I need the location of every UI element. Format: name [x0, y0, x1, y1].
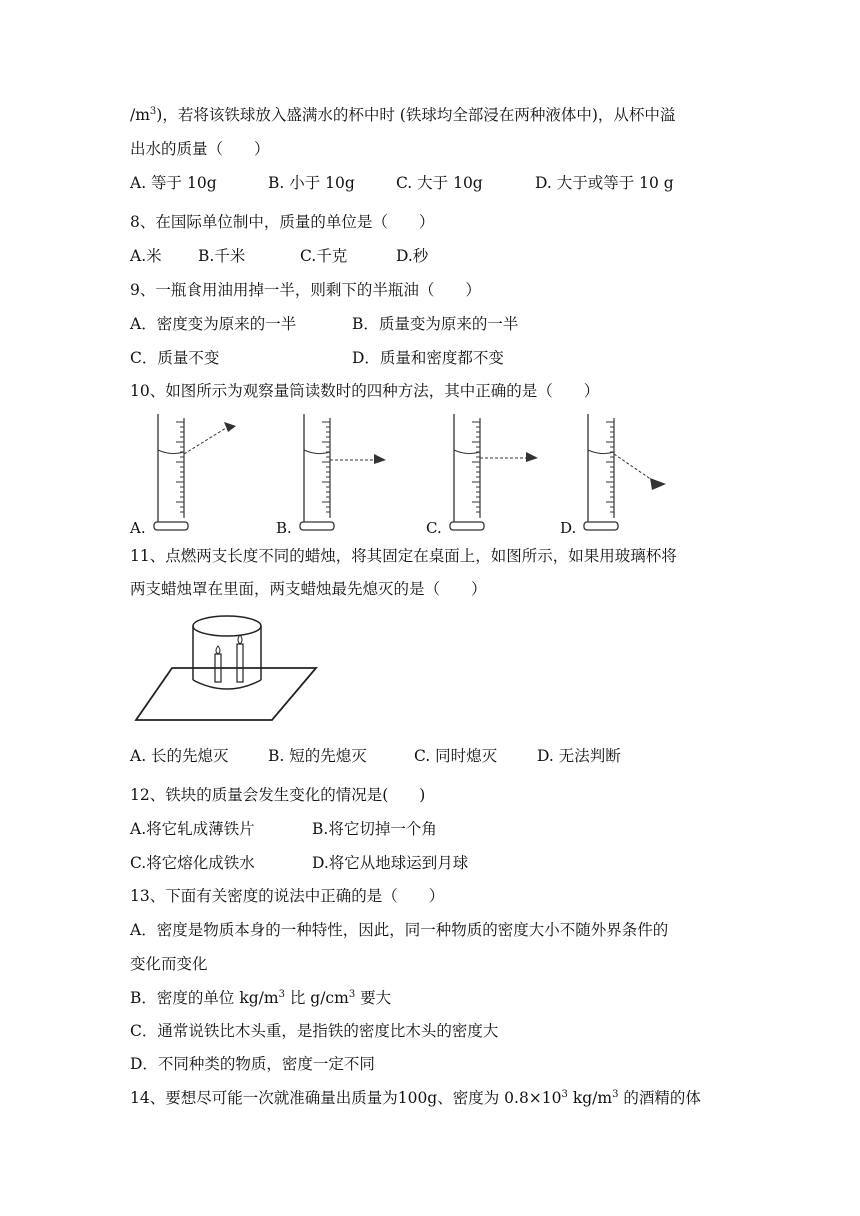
q11-line-1: 11、点燃两支长度不同的蜡烛，将其固定在桌面上，如图所示，如果用玻璃杯将 — [130, 547, 677, 565]
eye-icon — [526, 452, 538, 462]
q13-option-d: D．不同种类的物质，密度一定不同 — [130, 1055, 375, 1073]
q8-option-d: D.秒 — [396, 247, 429, 265]
q10-label-d: D. — [560, 519, 577, 537]
q13-option-b: B．密度的单位 $kg/m^3$ 比 $g/cm^3$ 要大 — [130, 988, 392, 1007]
q10-stem: 10、如图所示为观察量筒读数时的四种方法，其中正确的是（ ） — [130, 382, 600, 400]
q12-option-d: D.将它从地球运到月球 — [312, 854, 469, 872]
q12-option-a: A.将它轧成薄铁片 — [130, 820, 255, 838]
q10-label-a: A. — [130, 519, 146, 537]
cylinder-b — [300, 414, 334, 530]
q8-option-a: A.米 — [130, 247, 162, 265]
q11-figure-candles-in-glass — [132, 612, 318, 724]
eye-icon — [224, 422, 236, 432]
q11-option-d: D. 无法判断 — [537, 747, 621, 765]
cylinder-d — [584, 414, 618, 530]
q7-line-1: $/m^3$)，若将该铁球放入盛满水的杯中时 (铁球均全部浸在两种液体中)，从杯中溢 — [130, 105, 676, 124]
long-candle — [237, 644, 243, 682]
q13-option-a-line-2: 变化而变化 — [130, 955, 208, 973]
q11-option-a: A. 长的先熄灭 — [130, 747, 229, 765]
q12-option-b: B.将它切掉一个角 — [312, 820, 437, 838]
eye-icon — [374, 454, 386, 464]
q13-option-c: C．通常说铁比木头重，是指铁的密度比木头的密度大 — [130, 1022, 499, 1040]
q12-stem: 12、铁块的质量会发生变化的情况是( ) — [130, 786, 426, 804]
q7-option-c: C. 大于 10g — [396, 174, 483, 192]
q9-option-b: B．质量变为原来的一半 — [352, 315, 519, 333]
q10-label-c: C. — [426, 519, 442, 537]
q8-option-c: C.千克 — [300, 247, 348, 265]
q7-option-d: D. 大于或等于 10 g — [535, 174, 674, 192]
q13-stem: 13、下面有关密度的说法中正确的是（ ） — [130, 887, 445, 905]
q10-figure-graduated-cylinders — [128, 412, 698, 538]
q9-stem: 9、一瓶食用油用掉一半，则剩下的半瓶油（ ） — [130, 281, 481, 299]
q9-option-d: D．质量和密度都不变 — [352, 349, 504, 367]
q8-stem: 8、在国际单位制中，质量的单位是（ ） — [130, 213, 435, 231]
q8-option-b: B.千米 — [198, 247, 246, 265]
q14-stem: 14、要想尽可能一次就准确量出质量为100g、密度为 $0.8\times 10^3$ $kg/m^3$ 的酒精的体 — [130, 1088, 701, 1107]
q7-line-2: 出水的质量（ ） — [130, 140, 270, 158]
cylinder-c — [450, 414, 484, 530]
q11-line-2: 两支蜡烛罩在里面，两支蜡烛最先熄灭的是（ ） — [130, 580, 487, 598]
q13-option-a-line-1: A．密度是物质本身的一种特性，因此，同一种物质的密度大小不随外界条件的 — [130, 921, 669, 939]
q7-option-a: A. 等于 10g — [130, 174, 217, 192]
q9-option-a: A．密度变为原来的一半 — [130, 315, 297, 333]
cylinder-a — [154, 414, 188, 530]
q11-option-b: B. 短的先熄灭 — [268, 747, 367, 765]
q9-option-c: C．质量不变 — [130, 349, 220, 367]
q10-label-b: B. — [276, 519, 292, 537]
eye-icon — [650, 478, 666, 490]
q12-option-c: C.将它熔化成铁水 — [130, 854, 255, 872]
q7-option-b: B. 小于 10g — [268, 174, 355, 192]
q11-option-c: C. 同时熄灭 — [414, 747, 498, 765]
